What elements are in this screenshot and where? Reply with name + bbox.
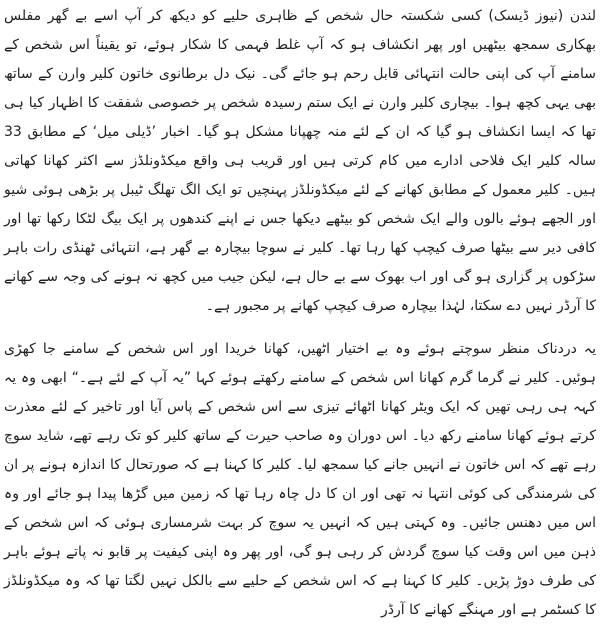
article-paragraph-1: لندن (نیوز ڈیسک) کسی شکستہ حال شخص کے ظاہری حلیے کو دیکھ کر آپ اسے بے گھر مفلس بھکاری سمجھ بیٹھیں اور پھر انکشاف ہو کہ آپ غلط فہمی کا شکار ہوئے، تو یقیناً اس شخص کے سامنے آپ کی اپنی حالت انتہائی قابل رحم ہو جائے گی۔ نیک دل برطانوی خاتون کلیر وارن کے ساتھ بھی یہی کچھ ہوا۔ بیچاری کلیر وارن نے ایک ستم رسیدہ شخص پر خصوصی شفقت کا اظہار کیا ہی تھا کہ ایسا انکشاف ہو گیا کہ ان کے لئے منہ چھپانا مشکل ہو گیا۔ اخبار ’ڈیلی میل‘ کے مطابق 33 سالہ کلیر ایک فلاحی ادارے میں کام کرتی ہیں اور قریب ہی واقع میکڈونلڈز سے اکثر کھانا کھاتی ہیں۔ کلیر معمول کے مطابق کھانے کے لئے میکڈونلڈز پہنچیں تو ایک الگ تھلگ ٹیبل پر بڑھی ہوئی شیو اور الجھے ہوئے بالوں والے ایک شخص کو بیٹھے دیکھا جس نے اپنے کندھوں پر ایک بیگ لٹکا رکھا تھا اور کافی دیر سے بیٹھا صرف کیچپ کھا رہا تھا۔ کلیر نے سوچا بیچارہ بے گھر ہے، انتہائی ٹھنڈی رات باہر سڑکوں پر گزاری ہو گی اور اب بھوک سے بے حال ہے، لیکن جیب میں کچھ نہ ہونے کی وجہ سے کھانے کا آرڈر نہیں دے سکتا، لہٰذا بیچارہ صرف کیچپ کھانے پر مجبور ہے۔ bbox=[4, 8, 596, 314]
article-paragraph-2: یہ دردناک منظر سوچتے ہوئے وہ بے اختیار اٹھیں، کھانا خریدا اور اس شخص کے سامنے جا کھڑی ہوئیں۔ کلیر نے گرما گرم کھانا اس شخص کے سامنے رکھتے ہوئے کہا ”یہ آپ کے لئے ہے۔“ ابھی وہ یہ کہہ ہی رہی تھیں کہ ایک ویٹر کھانا اٹھائے تیزی سے اس شخص کے پاس آیا اور تاخیر کے لئے معذرت کرتے ہوئے کھانا سامنے رکھ دیا۔ اس دوران وہ صاحب حیرت کے ساتھ کلیر کو تک رہے تھے، شاید سوچ رہے تھے کہ اس خاتون نے انہیں جانے کیا سمجھ لیا۔ کلیر کا کہنا ہے کہ صورتحال کا اندازہ ہونے پر ان کی شرمندگی کی کوئی انتہا نہ تھی اور ان کا دل چاہ رہا تھا کہ زمین میں گڑھا پیدا ہو جائے اور وہ اس میں دھنس جائیں۔ وہ کہتی ہیں کہ انہیں یہ سوچ کر بہت شرمساری ہوئی کہ اس شخص کے ذہن میں اس وقت کیا سوچ گردش کر رہی ہو گی، اور پھر وہ اپنی کیفیت پر قابو نہ پاتے ہوئے باہر کی طرف دوڑ پڑیں۔ کلیر کا کہنا ہے کہ اس شخص کے حلیے سے بالکل نہیں لگتا تھا کہ وہ میکڈونلڈز کا کسٹمر ہے اور مہنگے کھانے کا آرڈر bbox=[4, 341, 596, 618]
